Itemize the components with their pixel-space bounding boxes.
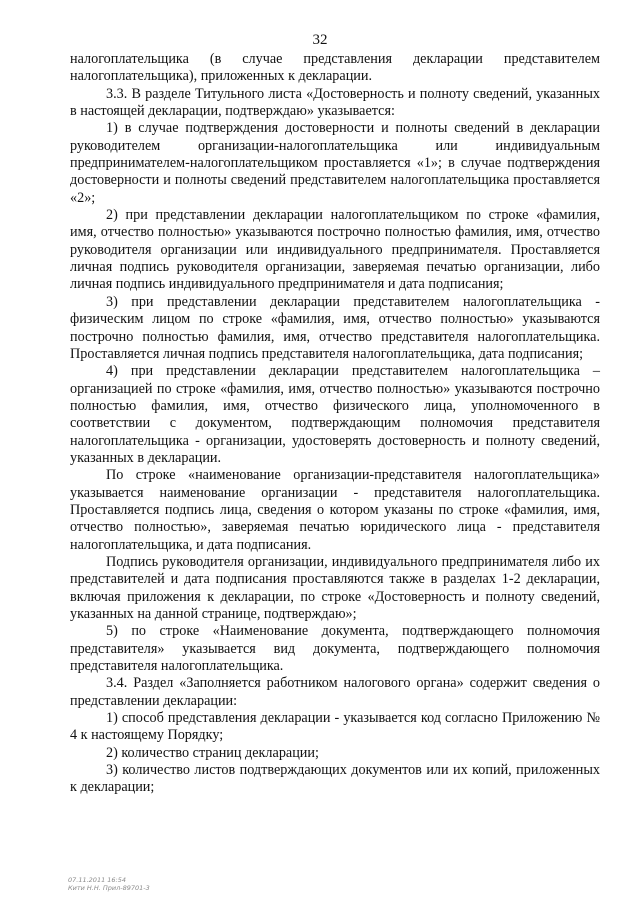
paragraph: 2) при представлении декларации налогоплательщиком по строке «фамилия, имя, отчество полностью» указываются построчно полностью фамилия, имя, отчество руководителя организации или индивидуального предпринимателя. Проставляется личная подпись руководителя организации, заверяемая печатью организации, либо личная подпись индивидуального предпринимателя и дата подписания;	[70, 207, 600, 293]
paragraph: 2) количество страниц декларации;	[106, 744, 319, 761]
document-footer	[68, 876, 268, 892]
paragraph: По строке «наименование организации-представителя налогоплательщика» указывается наименование организации - представителя налогоплательщика. Проставляется подпись лица, сведения о котором указаны по строке «фамилия, имя, отчество полностью», заверяемая печатью юридического лица - представителя налогоплательщика, и дата подписания.	[70, 467, 600, 553]
paragraph: 5) по строке «Наименование документа, подтверждающего полномочия представителя» указывается вид документа, подтверждающего полномочия представителя налогоплательщика.	[70, 623, 600, 675]
footer-timestamp: 07.11.2011 16:54	[68, 876, 127, 884]
paragraph: 3) количество листов подтверждающих документов или их копий, приложенных к декларации;	[70, 762, 600, 796]
page-number: 32	[312, 32, 328, 48]
paragraph: 1) способ представления декларации - указывается код согласно Приложению № 4 к настоящему Порядку;	[70, 710, 600, 744]
paragraph: 3.4. Раздел «Заполняется работником налогового органа» содержит сведения о представлении декларации:	[70, 675, 600, 709]
paragraph: 3.3. В разделе Титульного листа «Достоверность и полноту сведений, указанных в настоящей декларации, подтверждаю» указывается:	[70, 85, 600, 120]
paragraph: 3) при представлении декларации представителем налогоплательщика - физическим лицом по строке «фамилия, имя, отчество полностью» указываются построчно полностью фамилия, имя, отчество представителя налогоплательщика. Проставляется личная подпись представителя налогоплательщика, дата подписания;	[70, 293, 600, 362]
document-body	[70, 51, 600, 797]
footer-file-reference: Кити Н.Н. Прил-89701-3	[68, 884, 150, 892]
paragraph: 1) в случае подтверждения достоверности и полноты сведений в декларации руководителем организации-налогоплательщика или индивидуальным предпринимателем-налогоплательщиком проставляется «1»; в случае подтверждения достоверности и полноты сведений представителем налогоплательщика проставляется «2»;	[70, 120, 600, 206]
paragraph: 4) при представлении декларации представителем налогоплательщика – организацией по строке «фамилия, имя, отчество полностью» указываются построчно полностью фамилия, имя, отчество физического лица, уполномоченного в соответствии с документом, подтверждающим полномочия представителя налогоплательщика - организации, удостоверять достоверность и полноту сведений, указанных в декларации.	[70, 363, 600, 466]
paragraph: налогоплательщика (в случае представления декларации представителем налогоплательщика), приложенных к декларации.	[70, 51, 600, 85]
paragraph: Подпись руководителя организации, индивидуального предпринимателя либо их представителей и дата подписания проставляются также в разделах 1-2 декларации, включая приложения к декларации, по строке «Достоверность и полноту сведений, указанных на данной странице, подтверждаю»;	[70, 553, 600, 622]
